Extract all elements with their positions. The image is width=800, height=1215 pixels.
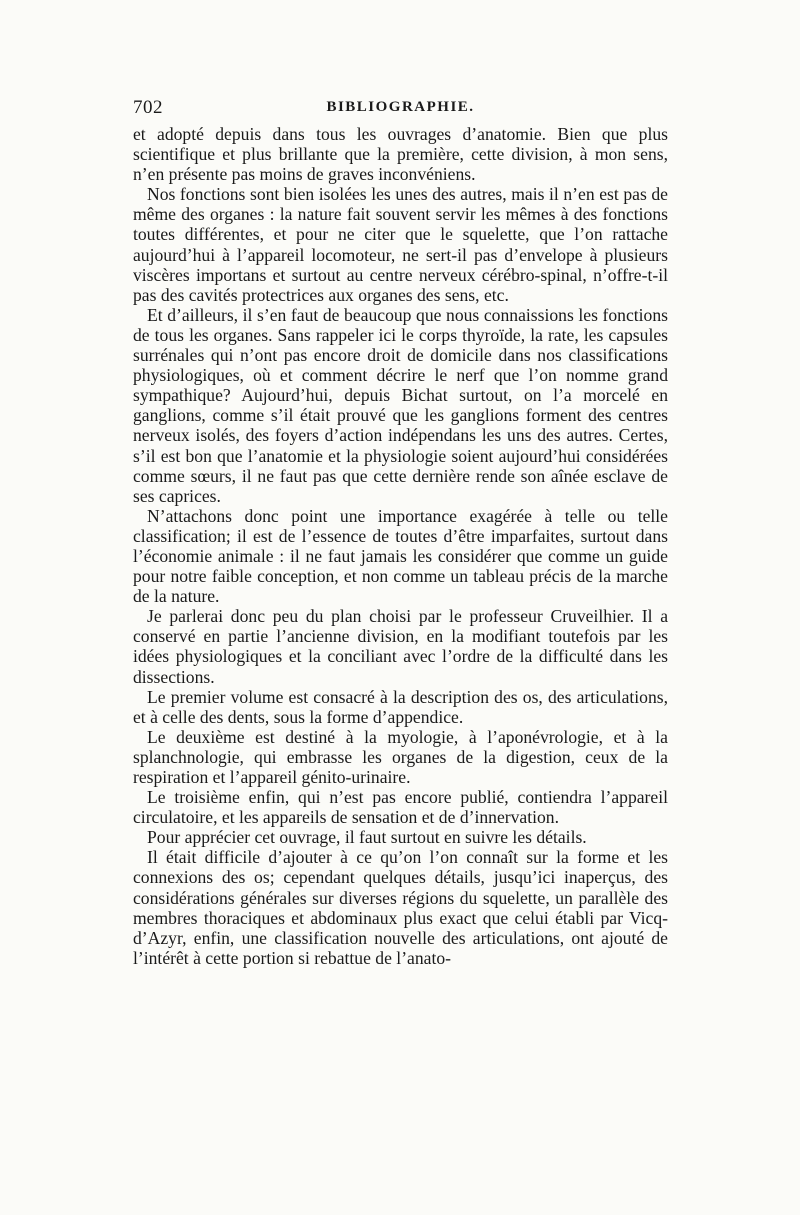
body-text [133,124,668,968]
page-header [133,97,668,121]
paragraph-5: Je parlerai donc peu du plan choisi par le professeur Cruveilhier. Il a conservé en partie l’ancienne division, en la modifiant toutefois par les idées physiologiques et la conciliant avec l’ordre de la difficulté dans les dissections. [133,606,668,687]
paragraph-10: Il était difficile d’ajouter à ce qu’on l’on connaît sur la forme et les connexions des os; cependant quelques détails, jusqu’ici inaperçus, des considérations générales sur diverses régions du squelette, un parallèle des membres thoraciques et abdominaux plus exact que celui établi par Vicq-d’Azyr, enfin, une classification nouvelle des articulations, ont ajouté de l’intérêt à cette portion si rebattue de l’anato- [133,847,668,968]
paragraph-1: et adopté depuis dans tous les ouvrages d’anatomie. Bien que plus scientifique et plus brillante que la première, cette division, à mon sens, n’en présente pas moins de graves inconvéniens. [133,124,668,185]
paragraph-3: Et d’ailleurs, il s’en faut de beaucoup que nous connaissions les fonctions de tous les organes. Sans rappeler ici le corps thyroïde, la rate, les capsules surrénales qui n’ont pas encore droit de domicile dans nos classifications physiologiques, où et comment décrire le nerf que l’on nomme grand sympathique? Aujourd’hui, depuis Bichat surtout, on l’a morcelé en ganglions, comme s’il était prouvé que les ganglions forment des centres nerveux isolés, des foyers d’action indépendans les uns des autres. Certes, s’il est bon que l’anatomie et la physiologie soient aujourd’hui considérées comme sœurs, il ne faut pas que cette dernière rende son aînée esclave de ses caprices. [133,304,668,506]
paragraph-7: Le deuxième est destiné à la myologie, à l’aponévrologie, et à la splanchnologie, qui embrasse les organes de la digestion, ceux de la respiration et l’appareil génito-urinaire. [133,726,668,787]
paragraph-2: Nos fonctions sont bien isolées les unes des autres, mais il n’en est pas de même des organes : la nature fait souvent servir les mêmes à des fonctions toutes différentes, et pour ne citer que le squelette, que l’on rattache aujourd’hui à l’appareil locomoteur, ne sert-il pas d’envelope à plusieurs viscères importans et surtout au centre nerveux cérébro-spinal, n’offre-t-il pas des cavités protectrices aux organes des sens, etc. [133,184,668,305]
page-number: 702 [133,97,163,118]
paragraph-9: Pour apprécier cet ouvrage, il faut surtout en suivre les détails. [147,827,587,848]
paragraph-6: Le premier volume est consacré à la description des os, des articulations, et à celle des dents, sous la forme d’appendice. [133,686,668,727]
paragraph-8: Le troisième enfin, qui n’est pas encore publié, contiendra l’appareil circulatoire, et les appareils de sensation et de d’innervation. [133,787,668,828]
running-head: BIBLIOGRAPHIE. [326,99,475,115]
paragraph-4: N’attachons donc point une importance exagérée à telle ou telle classification; il est de l’essence de toutes d’être imparfaites, surtout dans l’économie animale : il ne faut jamais les considérer que comme un guide pour notre faible conception, et non comme un tableau précis de la marche de la nature. [133,505,668,607]
